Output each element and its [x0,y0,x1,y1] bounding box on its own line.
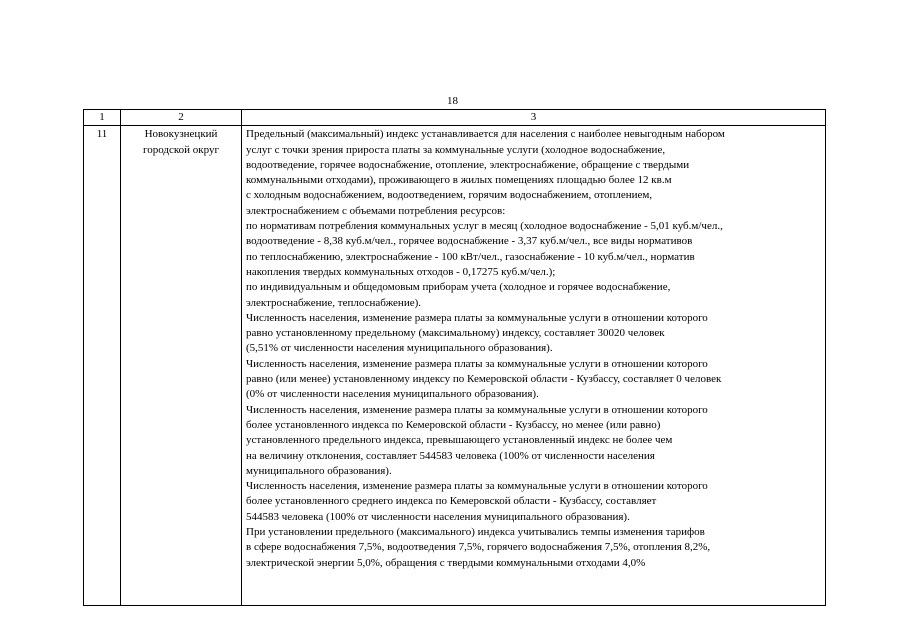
description-line: в сфере водоснабжения 7,5%, водоотведения 7,5%, горячего водоснабжения 7,5%, отопления 8,2%, [246,541,711,554]
header-cell-3: 3 [242,110,826,126]
description-line: накопления твердых коммунальных отходов - 0,17275 куб.м/чел.); [246,265,556,278]
row-number: 11 [84,126,121,606]
description-line: электроснабжением с объемами потребления ресурсов: [246,204,506,217]
description-line: Численность населения, изменение размера платы за коммунальные услуги в отношении которого [246,357,708,370]
header-cell-1: 1 [84,110,121,126]
description-line: водоотведение - 8,38 куб.м/чел., горячее водоснабжение - 3,37 куб.м/чел., все виды нормативов [246,235,693,248]
regulation-table [83,109,826,606]
description-line: При установлении предельного (максимального) индекса учитывались темпы изменения тарифов [246,526,705,539]
municipality-name-line: городской округ [142,143,220,156]
description-line: муниципального образования). [246,464,392,477]
description-line: Численность населения, изменение размера платы за коммунальные услуги в отношении которого [246,311,708,324]
description-line: более установленного среднего индекса по Кемеровской области - Кузбассу, составляет [246,495,657,508]
description-line: 544583 человека (100% от численности населения муниципального образования). [246,510,630,523]
description-line: коммунальными отходами), проживающего в жилых помещениях площадью более 12 кв.м [246,174,672,187]
description-line: Численность населения, изменение размера платы за коммунальные услуги в отношении которого [246,403,708,416]
description-line: электроснабжение, теплоснабжение). [246,296,421,309]
description-line: равно установленному предельному (максимальному) индексу, составляет 30020 человек [246,327,665,340]
description-line: более установленного индекса по Кемеровской области - Кузбассу, но менее (или равно) [246,418,661,431]
page-number: 18 [447,95,458,107]
description-line: по теплоснабжению, электроснабжение - 100 кВт/чел., газоснабжение - 10 куб.м/чел., норматив [246,250,695,263]
header-cell-2: 2 [121,110,242,126]
municipality-name-line: Новокузнецкий [144,128,218,141]
description-line: на величину отклонения, составляет 544583 человека (100% от численности населения [246,449,655,462]
description-line: Предельный (максимальный) индекс устанавливается для населения с наиболее невыгодным набором [246,128,725,141]
description-line: (0% от численности населения муниципального образования). [246,388,539,401]
description-line: Численность населения, изменение размера платы за коммунальные услуги в отношении которого [246,480,708,493]
description-line: водоотведение, горячее водоснабжение, отопление, электроснабжение, обращение с твердыми [246,158,690,171]
description-line: услуг с точки зрения прироста платы за коммунальные услуги (холодное водоснабжение, [246,143,666,156]
description-line: с холодным водоснабжением, водоотведением, горячим водоснабжением, отоплением, [246,189,653,202]
municipality-name [121,126,242,606]
description-line: равно (или менее) установленному индексу по Кемеровской области - Кузбассу, составляет 0 человек [246,373,722,386]
description-line: электрической энергии 5,0%, обращения с твердыми коммунальными отходами 4,0% [246,556,646,569]
table-header-row [84,110,826,126]
description-line: установленного предельного индекса, превышающего установленный индекс не более чем [246,434,673,447]
description-line: (5,51% от численности населения муниципального образования). [246,342,553,355]
table-row [84,126,826,606]
description-line: по нормативам потребления коммунальных услуг в месяц (холодное водоснабжение - 5,01 куб.м/чел., [246,220,723,233]
description-line: по индивидуальным и общедомовым приборам учета (холодное и горячее водоснабжение, [246,281,671,294]
index-description [242,126,826,606]
